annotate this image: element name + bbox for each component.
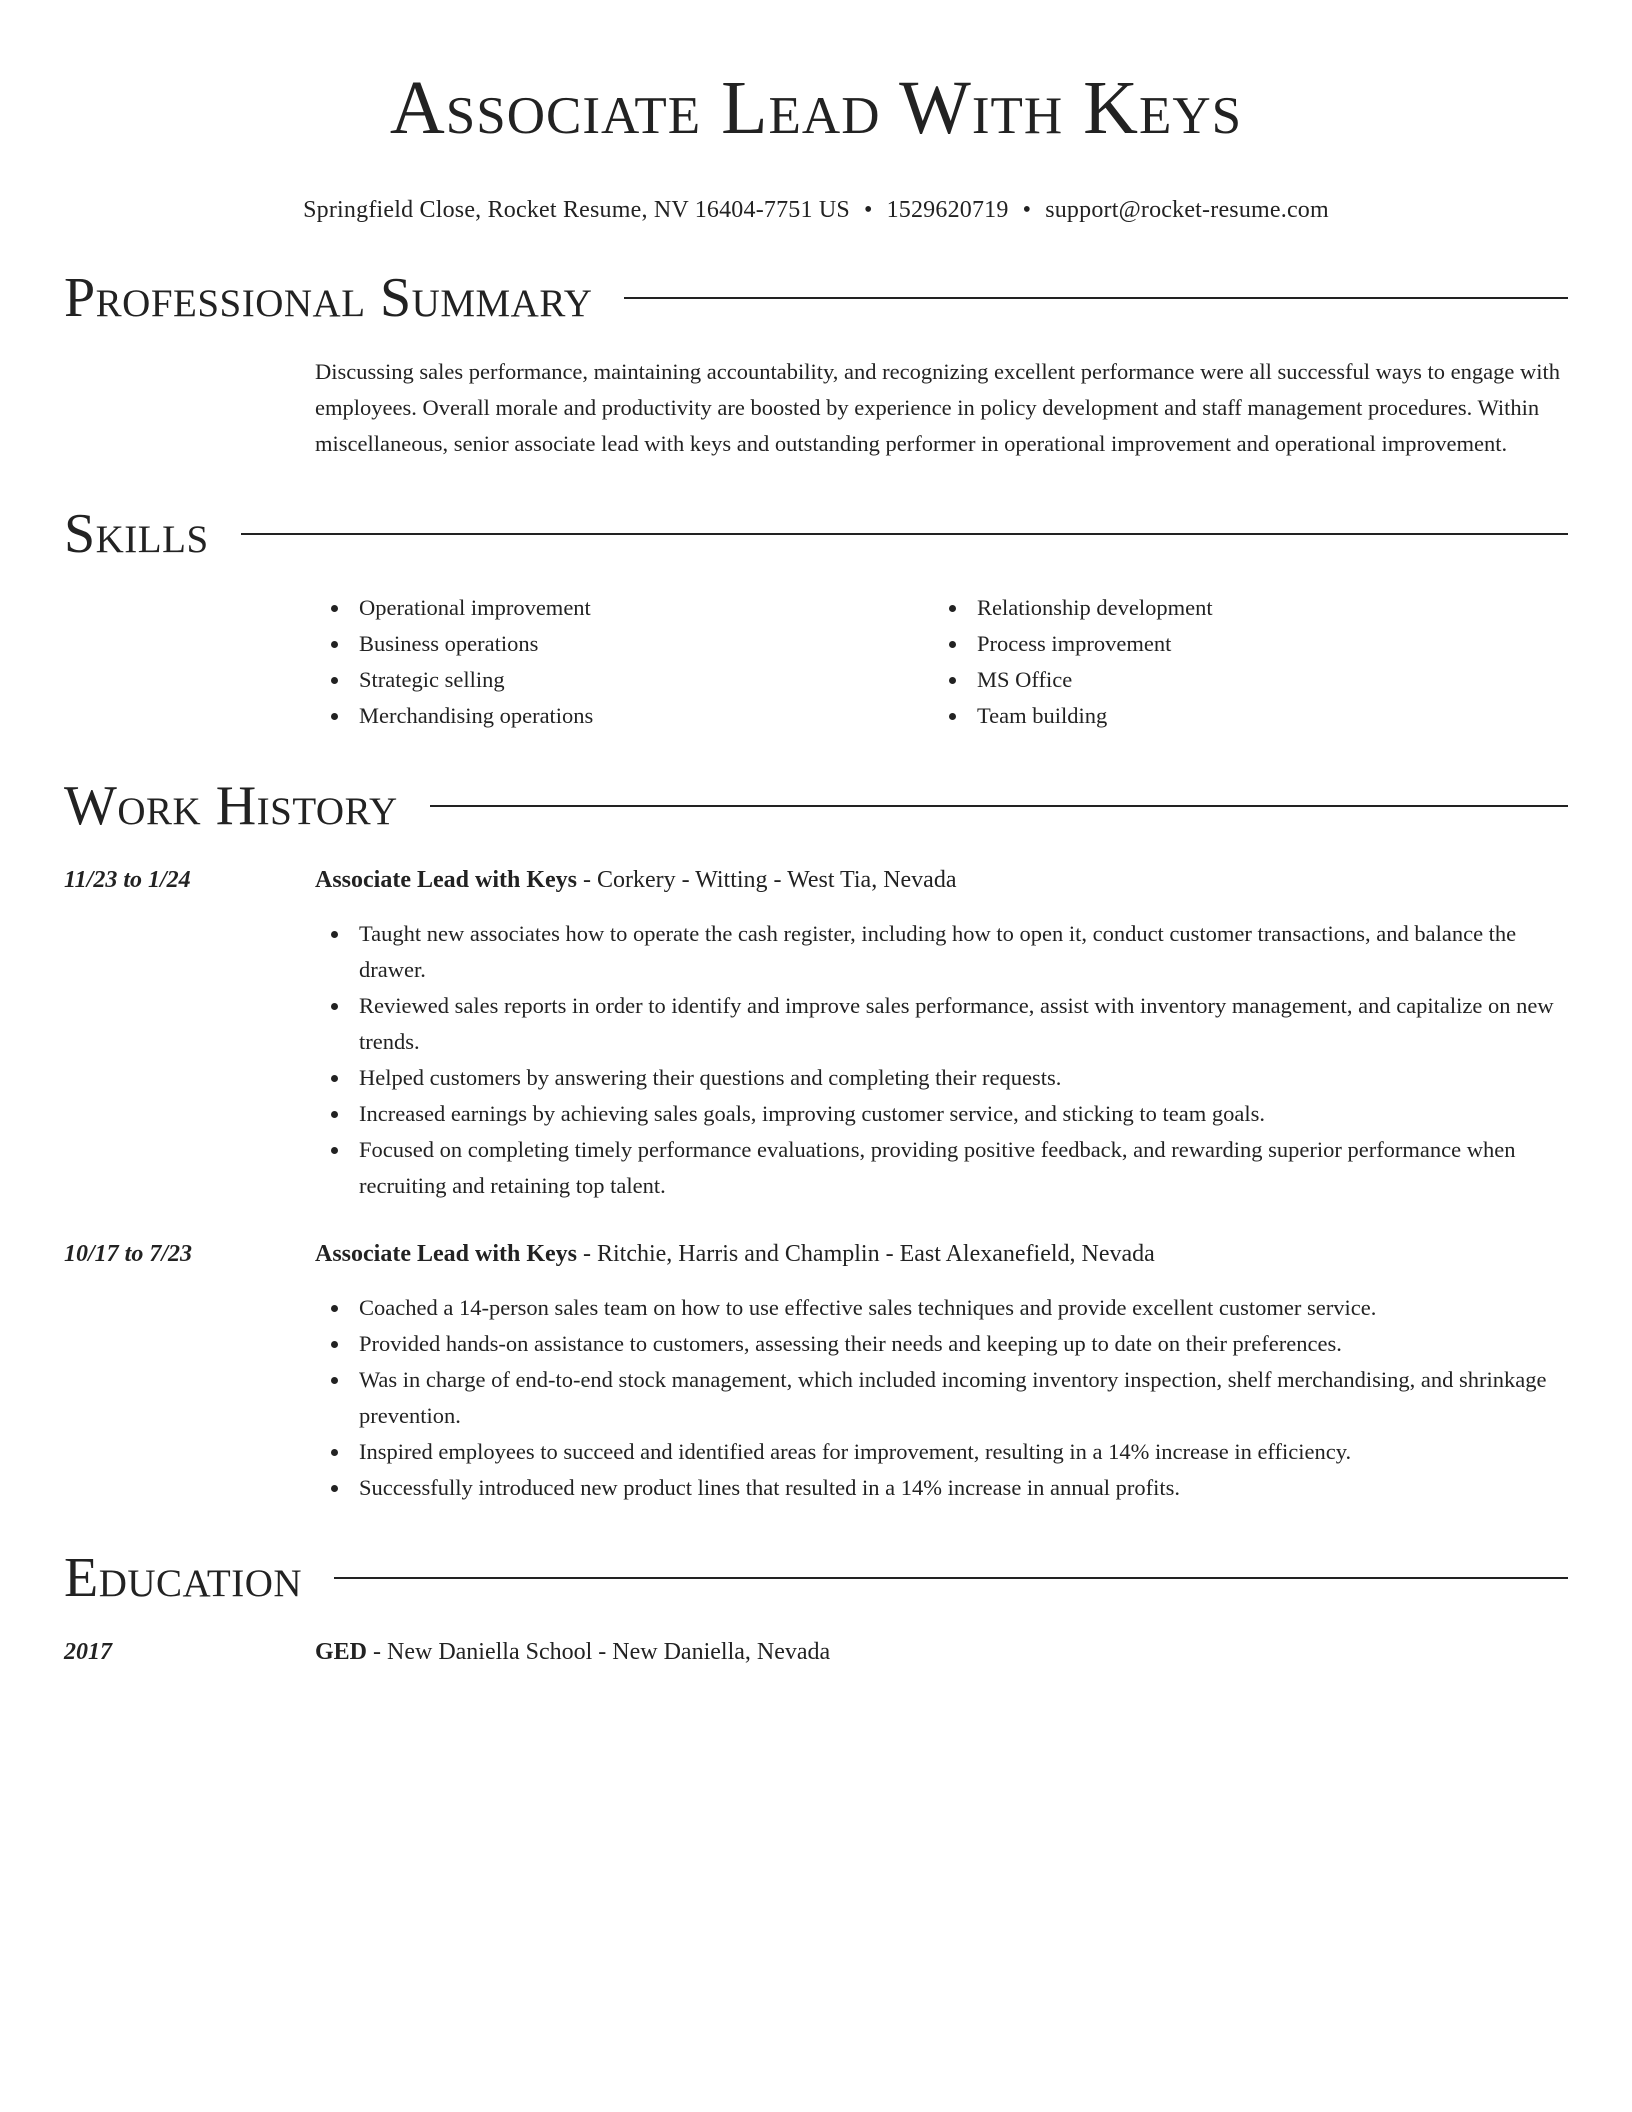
job-bullet: Successfully introduced new product lines that resulted in a 14% increase in annual profits. bbox=[315, 1470, 1568, 1506]
education-heading: Education bbox=[64, 1547, 303, 1609]
summary-text: Discussing sales performance, maintaining accountability, and recognizing excellent performance were all successful ways to engage with employees. Overall morale and productivity are boosted by experience in policy development and staff management procedures. Within miscellaneous, senior associate lead with keys and outstanding performer in operational improvement and operational improvement. bbox=[315, 359, 1560, 456]
skill-item: Business operations bbox=[315, 626, 933, 662]
work-heading: Work History bbox=[64, 775, 398, 837]
job-bullet: Taught new associates how to operate the cash register, including how to open it, conduct customer transactions, and balance the drawer. bbox=[315, 916, 1568, 988]
education-details: - New Daniella School - New Daniella, Nevada bbox=[367, 1639, 831, 1665]
education-title bbox=[315, 1634, 830, 1670]
education-entry bbox=[64, 1634, 1568, 1670]
contact-separator: • bbox=[1022, 197, 1032, 223]
skill-item: MS Office bbox=[933, 662, 1551, 698]
contact-email: support@rocket-resume.com bbox=[1045, 197, 1329, 223]
summary-heading: Professional Summary bbox=[64, 267, 593, 329]
job-bullets bbox=[315, 1290, 1568, 1506]
skills-column-left bbox=[315, 590, 933, 734]
skills-column-right bbox=[933, 590, 1551, 734]
section-divider bbox=[624, 297, 1568, 299]
work-section-header bbox=[64, 774, 1568, 838]
job-bullet: Coached a 14-person sales team on how to use effective sales techniques and provide excellent customer service. bbox=[315, 1290, 1568, 1326]
education-year: 2017 bbox=[64, 1639, 112, 1665]
education-degree: GED bbox=[315, 1639, 368, 1665]
education-section-header bbox=[64, 1546, 1568, 1610]
job-bullet: Provided hands-on assistance to customers, assessing their needs and keeping up to date on their preferences. bbox=[315, 1326, 1568, 1362]
section-divider bbox=[334, 1577, 1568, 1579]
section-divider bbox=[430, 805, 1568, 807]
job-header bbox=[64, 1236, 1568, 1272]
skill-item: Merchandising operations bbox=[315, 698, 933, 734]
job-title bbox=[315, 862, 956, 898]
skills-section-header bbox=[64, 502, 1568, 566]
job-role: Associate Lead with Keys bbox=[315, 1241, 577, 1267]
job-bullet: Was in charge of end-to-end stock management, which included incoming inventory inspection, shelf merchandising, and shrinkage prevention. bbox=[315, 1362, 1568, 1434]
job-bullet: Increased earnings by achieving sales goals, improving customer service, and sticking to team goals. bbox=[315, 1096, 1568, 1132]
job-entry bbox=[64, 862, 1568, 1204]
section-divider bbox=[241, 533, 1568, 535]
job-details: - Ritchie, Harris and Champlin - East Alexanefield, Nevada bbox=[576, 1241, 1155, 1267]
skill-item: Operational improvement bbox=[315, 590, 933, 626]
job-bullet: Focused on completing timely performance evaluations, providing positive feedback, and rewarding superior performance when recruiting and retaining top talent. bbox=[315, 1132, 1568, 1204]
contact-address: Springfield Close, Rocket Resume, NV 16404-7751 US bbox=[303, 197, 850, 223]
job-dates: 10/17 to 7/23 bbox=[64, 1241, 193, 1267]
job-bullet: Helped customers by answering their questions and completing their requests. bbox=[315, 1060, 1568, 1096]
job-bullets bbox=[315, 916, 1568, 1204]
job-dates: 11/23 to 1/24 bbox=[64, 867, 191, 893]
contact-line bbox=[64, 194, 1568, 226]
skill-item: Relationship development bbox=[933, 590, 1551, 626]
contact-separator: • bbox=[863, 197, 873, 223]
skills-heading: Skills bbox=[64, 503, 209, 565]
skills-list bbox=[315, 590, 1568, 734]
skill-item: Strategic selling bbox=[315, 662, 933, 698]
job-role: Associate Lead with Keys bbox=[315, 867, 577, 893]
job-details: - Corkery - Witting - West Tia, Nevada bbox=[576, 867, 957, 893]
job-entry bbox=[64, 1236, 1568, 1506]
contact-phone: 1529620719 bbox=[886, 197, 1009, 223]
job-bullet: Reviewed sales reports in order to identify and improve sales performance, assist with inventory management, and capitalize on new trends. bbox=[315, 988, 1568, 1060]
summary-section-header bbox=[64, 266, 1568, 330]
education-row bbox=[64, 1634, 1568, 1670]
job-bullet: Inspired employees to succeed and identified areas for improvement, resulting in a 14% increase in efficiency. bbox=[315, 1434, 1568, 1470]
job-title bbox=[315, 1236, 1155, 1272]
resume-name: Associate Lead With Keys bbox=[389, 66, 1243, 150]
skill-item: Team building bbox=[933, 698, 1551, 734]
job-header bbox=[64, 862, 1568, 898]
skill-item: Process improvement bbox=[933, 626, 1551, 662]
